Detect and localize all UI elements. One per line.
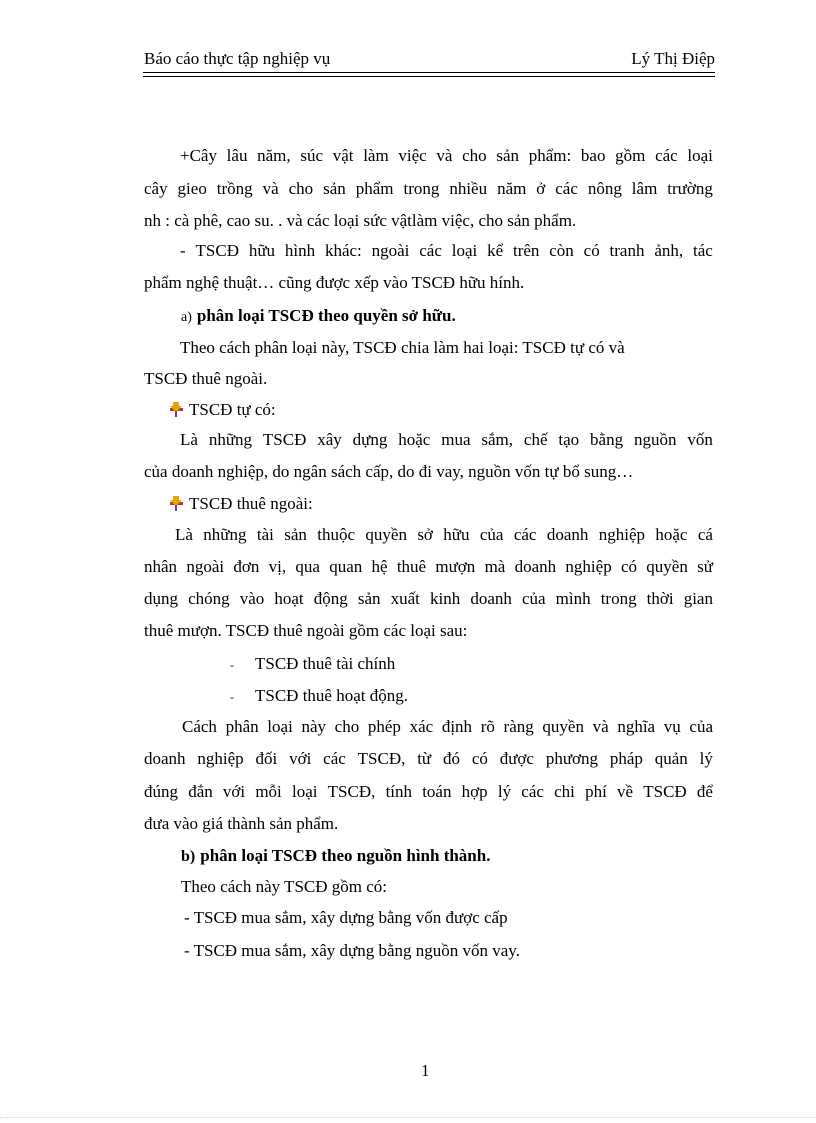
word: TSCĐ — [643, 782, 687, 801]
word: doanh — [470, 589, 512, 608]
word: và — [262, 179, 279, 198]
word: tác — [692, 241, 713, 260]
word: kể — [487, 241, 504, 260]
section-heading-a — [181, 306, 456, 326]
word: vụ — [663, 717, 681, 736]
text-line: của doanh nghiệp, do ngân sách cấp, do đi vay, nguồn vốn tự bổ sung… — [144, 462, 634, 481]
word: nghĩa — [617, 717, 656, 736]
word: những — [208, 430, 253, 449]
text-line — [180, 430, 713, 450]
word: này — [301, 717, 326, 736]
text-line — [180, 241, 713, 261]
word: sử — [697, 557, 713, 576]
word: các — [521, 782, 544, 801]
word: để — [696, 782, 713, 801]
word: nhiều — [449, 179, 488, 198]
header-rule-thin — [143, 76, 715, 77]
word: chi — [554, 782, 575, 801]
header-rule — [143, 72, 715, 73]
text-line: nh : cà phê, cao su. . và các loại sức vậtlàm việc, cho sản phẩm. — [144, 211, 577, 230]
word: của — [479, 525, 504, 544]
word: lâu — [226, 146, 248, 165]
word: sản — [357, 589, 381, 608]
dash-marker: - — [230, 690, 234, 704]
word: của — [521, 589, 546, 608]
word: trên — [512, 241, 540, 260]
word: nghiệp — [197, 749, 244, 768]
word: phép — [367, 717, 401, 736]
heading-marker: b) — [181, 848, 196, 865]
word: gồm — [615, 146, 646, 165]
word: dựng — [352, 430, 388, 449]
word: xây — [317, 430, 342, 449]
heading-marker: a) — [181, 310, 192, 325]
text-line — [180, 146, 713, 166]
word: sản — [284, 525, 307, 544]
heading-text: phân loại TSCĐ theo quyền sở hữu. — [196, 306, 456, 325]
word: định — [441, 717, 473, 736]
word: những — [203, 525, 247, 544]
arrow-bullet-icon — [167, 401, 185, 417]
word: hoặc — [655, 525, 688, 544]
word: hợp — [461, 782, 488, 801]
word: TSCĐ — [195, 241, 239, 260]
word: lý — [699, 749, 713, 768]
word: thời — [646, 589, 674, 608]
text-line: thuê mượn. TSCĐ thuê ngoài gồm các loại sau: — [144, 621, 468, 640]
word: quản — [654, 749, 688, 768]
word: thuê — [396, 557, 427, 576]
word: đắn — [188, 782, 213, 801]
word: vốn — [687, 430, 713, 449]
word: chế — [523, 430, 548, 449]
word: ảnh, — [654, 241, 684, 260]
word: Là — [180, 430, 198, 449]
word: việc — [398, 146, 427, 165]
text-line — [182, 717, 713, 737]
word: hình — [284, 241, 316, 260]
word: ở — [536, 179, 546, 198]
word: bằng — [590, 430, 624, 449]
word: qua — [295, 557, 320, 576]
word: có — [620, 557, 638, 576]
word: rõ — [480, 717, 495, 736]
word: và — [436, 146, 453, 165]
word: còn — [549, 241, 574, 260]
text-line: Theo cách phân loại này, TSCĐ chia làm hai loại: TSCĐ tự có và — [180, 338, 625, 357]
word: súc — [300, 146, 324, 165]
word: quan — [329, 557, 363, 576]
word: nghiệp — [598, 525, 645, 544]
section-heading-b — [181, 846, 490, 866]
word: được — [499, 749, 534, 768]
word: xác — [409, 717, 434, 736]
header-title: Báo cáo thực tập nghiệp vụ — [144, 49, 331, 68]
dash-item-text: TSCĐ thuê tài chính — [255, 654, 396, 673]
word: có — [471, 749, 488, 768]
text-line: phẩm nghệ thuật… cũng được xếp vào TSCĐ hữu hính. — [144, 273, 525, 292]
word: đúng — [144, 782, 178, 801]
word: Là — [175, 525, 193, 544]
text-line — [144, 589, 713, 609]
word: mua — [441, 430, 471, 449]
word: mình — [555, 589, 591, 608]
list-item — [167, 400, 276, 420]
word: TSCĐ — [262, 430, 307, 449]
text-line — [144, 179, 713, 199]
header-author: Lý Thị Điệp — [631, 49, 715, 68]
word: trồng — [216, 179, 253, 198]
word: sản — [496, 146, 520, 165]
word: cho — [462, 146, 487, 165]
list-item-label: TSCĐ tự có: — [189, 400, 276, 419]
word: các — [323, 749, 346, 768]
word: bao — [580, 146, 606, 165]
word: với — [289, 749, 312, 768]
word: về — [617, 782, 634, 801]
word: trong — [600, 589, 637, 608]
word: TSCĐ, — [327, 782, 376, 801]
word: mượn — [435, 557, 476, 576]
word: hữu — [443, 525, 470, 544]
text-line — [144, 749, 713, 769]
word: sản — [323, 179, 346, 198]
word: ngoài — [186, 557, 225, 576]
word: tranh — [609, 241, 645, 260]
arrow-bullet-icon — [167, 495, 185, 511]
word: doanh — [514, 557, 557, 576]
word: năm — [497, 179, 527, 198]
word: các — [419, 241, 442, 260]
word: nhân — [144, 557, 178, 576]
word: có — [583, 241, 600, 260]
word: pháp — [609, 749, 643, 768]
word: vật — [332, 146, 354, 165]
word: ràng — [503, 717, 534, 736]
word: chóng — [188, 589, 230, 608]
word: kinh — [429, 589, 461, 608]
word: hữu — [248, 241, 276, 260]
word: sở — [417, 525, 433, 544]
word: quyền — [365, 525, 407, 544]
word: các — [555, 179, 578, 198]
word: loại — [267, 717, 293, 736]
word: phẩm: — [528, 146, 572, 165]
word: gieo — [177, 179, 207, 198]
text-line: Theo cách này TSCĐ gồm có: — [181, 877, 388, 896]
word: làm — [363, 146, 389, 165]
word: đối — [255, 749, 278, 768]
word: ngoài — [371, 241, 410, 260]
word: TSCĐ, — [357, 749, 406, 768]
word: và — [592, 717, 609, 736]
word: với — [222, 782, 246, 801]
word: +Cây — [180, 146, 217, 165]
word: loại — [451, 241, 478, 260]
word: - — [180, 241, 186, 260]
word: vị, — [268, 557, 287, 576]
text-line: đưa vào giá thành sản phẩm. — [144, 814, 339, 833]
word: hệ — [371, 557, 388, 576]
word: gian — [683, 589, 713, 608]
word: đó — [442, 749, 460, 768]
word: khác: — [324, 241, 362, 260]
word: lâm — [631, 179, 658, 198]
word: từ — [417, 749, 432, 768]
list-item — [167, 494, 313, 514]
word: cho — [334, 717, 360, 736]
word: phương — [545, 749, 599, 768]
word: trong — [403, 179, 440, 198]
word: nguồn — [633, 430, 677, 449]
word: nông — [587, 179, 622, 198]
word: năm, — [257, 146, 291, 165]
word: các — [655, 146, 678, 165]
word: cá — [697, 525, 713, 544]
word: doanh — [144, 749, 186, 768]
dash-marker: - — [230, 658, 234, 672]
word: vào — [239, 589, 265, 608]
word: phân — [225, 717, 259, 736]
word: mà — [484, 557, 506, 576]
word: toán — [422, 782, 452, 801]
word: loại — [291, 782, 318, 801]
word: cho — [288, 179, 314, 198]
text-line: - TSCĐ mua sắm, xây dựng bằng nguồn vốn vay. — [184, 941, 520, 960]
word: xuất — [390, 589, 420, 608]
dash-item — [230, 686, 408, 706]
word: mỗi — [255, 782, 282, 801]
word: động — [313, 589, 348, 608]
word: của — [689, 717, 713, 736]
text-line: TSCĐ thuê ngoài. — [144, 369, 268, 388]
word: thuộc — [317, 525, 356, 544]
heading-text: phân loại TSCĐ theo nguồn hình thành. — [200, 846, 491, 865]
word: loại — [687, 146, 713, 165]
word: dụng — [144, 589, 178, 608]
list-item-label: TSCĐ thuê ngoài: — [189, 494, 313, 513]
word: doanh — [546, 525, 589, 544]
word: trường — [667, 179, 713, 198]
word: nghiệp — [565, 557, 612, 576]
dash-item-text: TSCĐ thuê hoạt động. — [255, 686, 408, 705]
word: phẩm — [355, 179, 394, 198]
text-line — [175, 525, 713, 545]
word: tài — [256, 525, 274, 544]
dash-item — [230, 654, 395, 674]
word: hoạt — [274, 589, 304, 608]
word: sắm, — [481, 430, 514, 449]
word: tính — [385, 782, 413, 801]
footer-divider — [0, 1117, 816, 1118]
text-line — [144, 557, 713, 577]
page-number: 1 — [421, 1061, 430, 1080]
word: cây — [144, 179, 168, 198]
word: quyền — [542, 717, 584, 736]
word: đơn — [233, 557, 260, 576]
text-line: - TSCĐ mua sắm, xây dựng bằng vốn được cấp — [184, 908, 508, 927]
word: tạo — [558, 430, 580, 449]
word: lý — [497, 782, 512, 801]
word: hoặc — [398, 430, 431, 449]
word: phí — [585, 782, 607, 801]
word: quyền — [646, 557, 688, 576]
word: các — [513, 525, 537, 544]
text-line — [144, 782, 713, 802]
word: Cách — [182, 717, 217, 736]
